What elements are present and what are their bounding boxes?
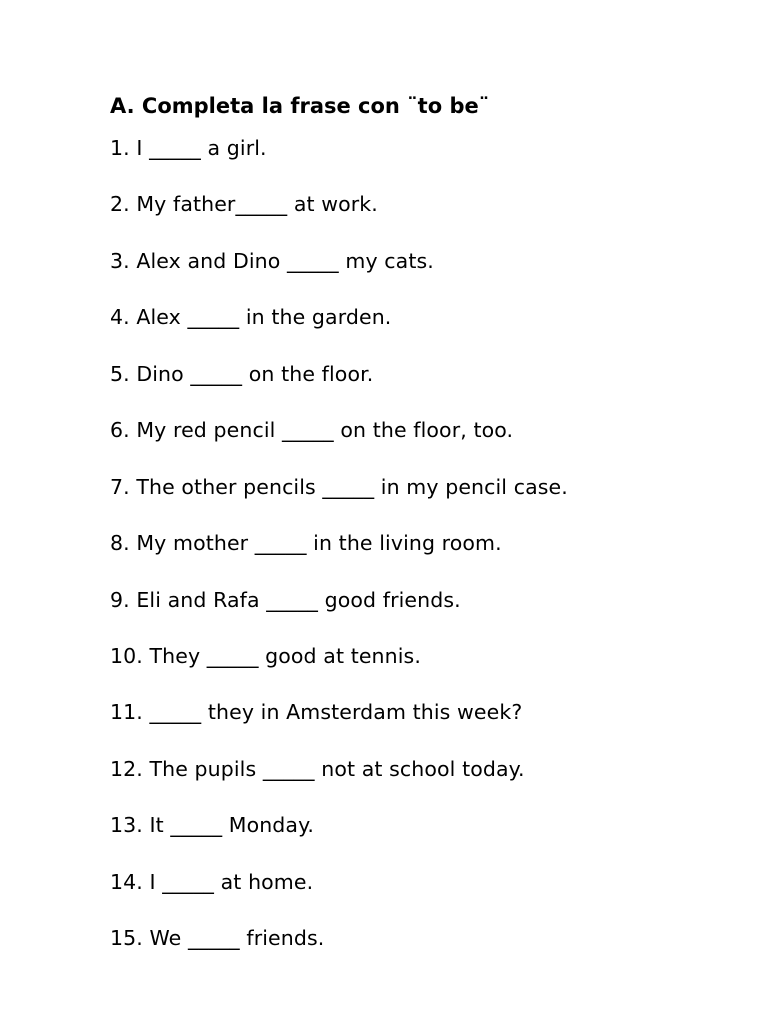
exercise-item-15: 15. We _____ friends. bbox=[110, 926, 325, 951]
exercise-item-14: 14. I _____ at home. bbox=[110, 869, 314, 894]
exercise-item-10: 10. They _____ good at tennis. bbox=[110, 643, 421, 668]
exercise-item-2: 2. My father_____ at work. bbox=[110, 192, 378, 217]
exercise-item-5: 5. Dino _____ on the floor. bbox=[110, 361, 374, 386]
exercise-list bbox=[110, 126, 750, 973]
exercise-item-3: 3. Alex and Dino _____ my cats. bbox=[110, 248, 434, 273]
exercise-item-13: 13. It _____ Monday. bbox=[110, 813, 315, 838]
exercise-item-6: 6. My red pencil _____ on the floor, too. bbox=[110, 418, 514, 443]
exercise-item-1: 1. I _____ a girl. bbox=[110, 136, 267, 160]
worksheet-page bbox=[110, 86, 750, 973]
exercise-item-8: 8. My mother _____ in the living room. bbox=[110, 531, 502, 556]
exercise-item-11: 11. _____ they in Amsterdam this week? bbox=[110, 700, 523, 725]
worksheet-title: A. Completa la frase con ¨to be¨ bbox=[110, 94, 490, 118]
exercise-item-9: 9. Eli and Rafa _____ good friends. bbox=[110, 587, 461, 612]
exercise-item-12: 12. The pupils _____ not at school today. bbox=[110, 756, 525, 781]
exercise-item-4: 4. Alex _____ in the garden. bbox=[110, 305, 392, 330]
exercise-item-7: 7. The other pencils _____ in my pencil case. bbox=[110, 474, 568, 499]
